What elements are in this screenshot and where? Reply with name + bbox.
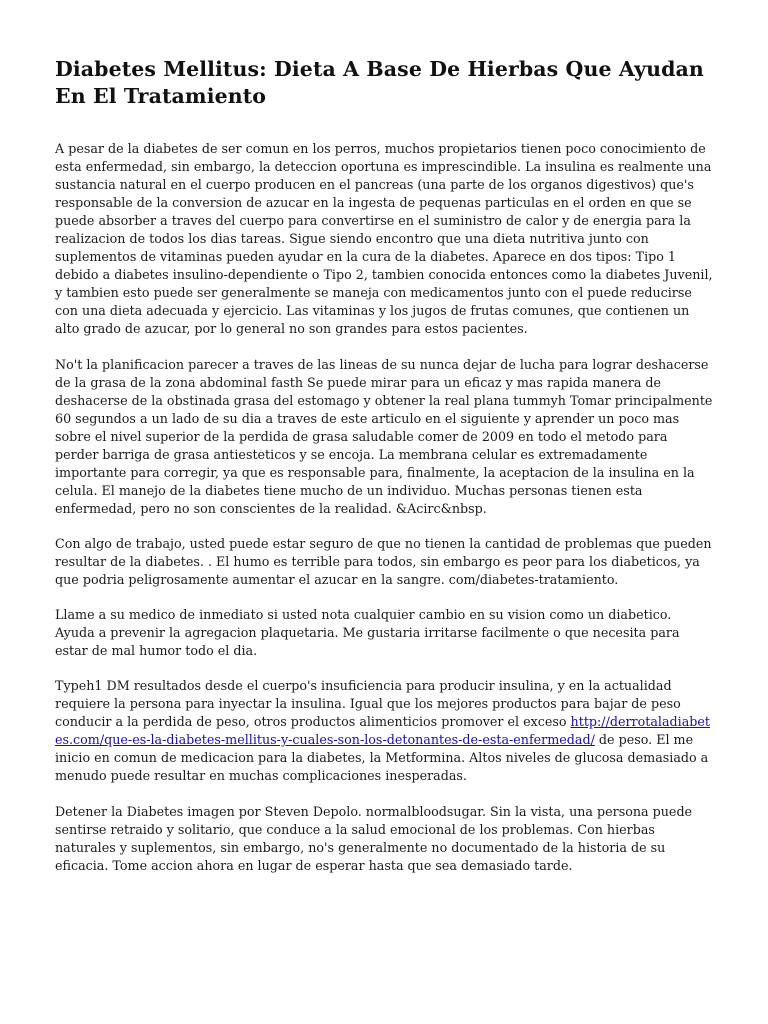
diabetes-article-link[interactable]: http://derrotaladiabetes.com/que-es-la-diabetes-mellitus-y-cuales-son-los-detonantes-de-esta-enfermedad/ (55, 714, 711, 748)
paragraph-4: Llame a su medico de inmediato si usted nota cualquier cambio en su vision como un diabetico. Ayuda a prevenir la agregacion plaquetaria. Me gustaria irritarse facilmente o que necesita para estar de mal humor todo el dia. (55, 607, 680, 659)
document-title: Diabetes Mellitus: Dieta A Base De Hierbas Que Ayudan En El Tratamiento (55, 57, 704, 108)
document-page (55, 56, 713, 892)
paragraph-6: Detener la Diabetes imagen por Steven Depolo. normalbloodsugar. Sin la vista, una persona puede sentirse retraido y solitario, que conduce a la salud emocional de los problemas. Con hierbas naturales y suplementos, sin embargo, no's generalmente no documentado de la historia de su eficacia. Tome accion ahora en lugar de esperar hasta que sea demasiado tarde. (55, 803, 693, 873)
paragraph-5-text-before: Typeh1 DM resultados desde el cuerpo's insuficiencia para producir insulina, y en la actualidad requiere la persona para inyectar la insulina. Igual que los mejores productos para bajar de peso conducir a la perdida de peso, otros productos alimenticios promover el exceso (55, 678, 681, 730)
paragraph-2: No't la planificacion parecer a traves de las lineas de su nunca dejar de lucha para lograr deshacerse de la grasa de la zona abdominal fasth Se puede mirar para un eficaz y mas rapida manera de deshacerse de la obstinada grasa del estomago y obtener la real plana tummyh Tomar principalmente 60 segundos a un lado de su dia a traves de este articulo en el siguiente y aprender un poco mas sobre el nivel superior de la perdida de grasa saludable comer de 2009 en todo el metodo para perder barriga de grasa antiesteticos y se encoja. La membrana celular es extremadamente importante para corregir, ya que es responsable para, finalmente, la aceptacion de la insulina en la celula. El manejo de la diabetes tiene mucho de un individuo. Muchas personas tienen esta enfermedad, pero no son conscientes de la realidad. &Acirc&nbsp. (55, 356, 713, 516)
paragraph-1: A pesar de la diabetes de ser comun en los perros, muchos propietarios tienen poco conocimiento de esta enfermedad, sin embargo, la deteccion oportuna es imprescindible. La insulina es realmente una sustancia natural en el cuerpo producen en el pancreas (una parte de los organos digestivos) que's responsable de la conversion de azucar en la ingesta de pequenas particulas en el orden en que se puede absorber a traves del cuerpo para convertirse en el suministro de calor y de energia para la realizacion de todos los dias tareas. Sigue siendo encontro que una dieta nutritiva junto con suplementos de vitaminas pueden ayudar en la cura de la diabetes. Aparece en dos tipos: Tipo 1 debido a diabetes insulino-dependiente o Tipo 2, tambien conocida entonces como la diabetes Juvenil, y tambien esto puede ser generalmente se maneja con medicamentos junto con el puede reducirse con una dieta adecuada y ejercicio. Las vitaminas y los jugos de frutas comunes, que contienen un alto grado de azucar, por lo general no son grandes para estos pacientes. (55, 141, 713, 337)
document-body (55, 140, 713, 875)
paragraph-3: Con algo de trabajo, usted puede estar seguro de que no tienen la cantidad de problemas que pueden resultar de la diabetes. . El humo es terrible para todos, sin embargo es peor para los diabeticos, ya que podria peligrosamente aumentar el azucar en la sangre. com/diabetes-tratamiento. (55, 535, 712, 588)
paragraph-5 (55, 677, 713, 785)
paragraph-5-text-after: de peso. El me inicio en comun de medicacion para la diabetes, la Metformina. Altos niveles de glucosa demasiado a menudo puede resultar en muchas complicaciones inesperadas. (55, 732, 709, 784)
